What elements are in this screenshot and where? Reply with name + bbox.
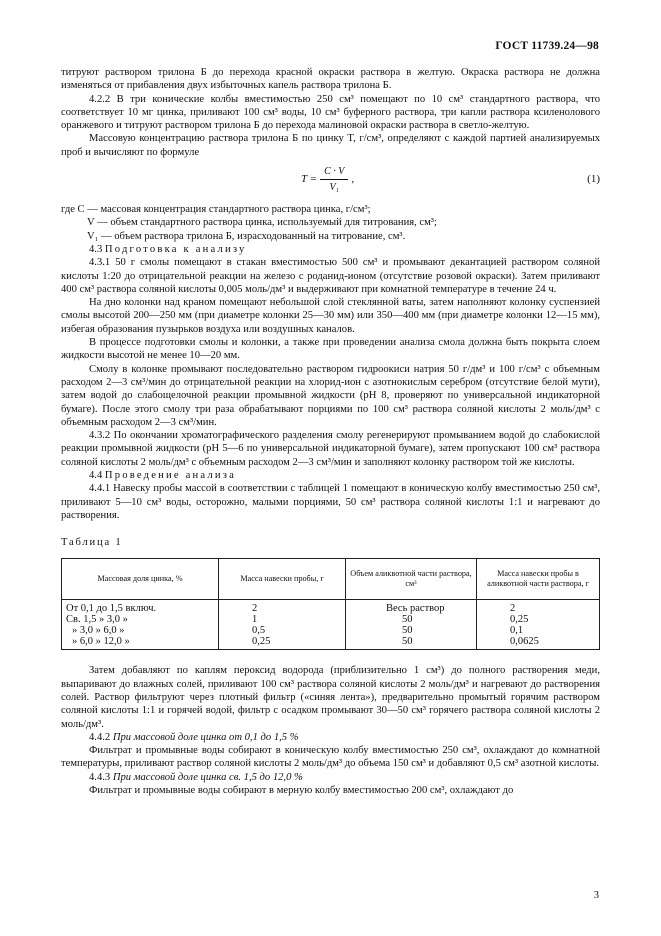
formula-number: (1) — [587, 173, 600, 186]
section-title: Проведение анализа — [104, 470, 237, 482]
table-row — [62, 599, 600, 614]
section-title: Подготовка к анализу — [104, 243, 247, 255]
table-cell: Св. 1,5 » 3,0 » — [62, 614, 219, 625]
paragraph: Смолу в колонке промывают последовательно раствором гидроокиси натрия 50 г/дм³ и 100 г/см³ с объемным расходом 2—3 см³/мин до отрицательной реакции на хлорид-ион с азотнокислым серебром (отсутствие белой мути), затем водой до слабощелочной реакции промывной жидкости (pH 8, проверяют по универсальной индикаторной бумаге). После этого смолу три раза обрабатывают порциями по 100 см³ раствора соляной кислоты 2 моль/дм³ с объемным расходом 2—3 см³/мин. — [61, 363, 600, 428]
paragraph: На дно колонки над краном помещают небольшой слой стеклянной ваты, затем наполняют колонку суспензией смолы высотой 200—250 мм (при диаметре колонки 25—30 мм) или 350—400 мм (при диаметре колонки 12—15 мм), избегая образования пузырьков воздуха или воздушных каналов. — [61, 297, 600, 335]
table-cell: 50 — [346, 614, 477, 625]
table-cell: » 6,0 » 12,0 » — [62, 636, 219, 650]
standard-header: ГОСТ 11739.24—98 — [495, 40, 599, 52]
table-cell: 0,5 — [219, 625, 346, 636]
section-heading-4-3 — [61, 243, 600, 256]
table-cell: 2 — [219, 599, 346, 614]
table-cell: » 3,0 » 6,0 » — [62, 625, 219, 636]
paragraph: Затем добавляют по каплям пероксид водорода (приблизительно 1 см³) до полного растворения меди, выпаривают до влажных солей, приливают 100 см³ раствора соляной кислоты 2 моль/дм³ и нагревают до растворения солей. Раствор фильтруют через плотный фильтр («синяя лента»), предварительно промытый горячим раствором соляной кислоты 1:1 и горячей водой, фильтр с осадком промывают 30—50 см³ горячего раствора соляной кислоты 2 моль/дм³. — [61, 665, 600, 730]
table-cell: 0,25 — [477, 614, 600, 625]
table-cell: 1 — [219, 614, 346, 625]
table-cell: 0,1 — [477, 625, 600, 636]
table-row — [62, 614, 600, 625]
formula-denominator: V₁ — [329, 182, 340, 194]
section-number: 4.3 — [89, 243, 103, 255]
paragraph: Фильтрат и промывные воды собирают в коническую колбу вместимостью 250 см³, охлаждают до комнатной температуры, приливают раствор соляной кислоты 2 моль/дм³ до объема 150 см³ и добавляют 0,5 см³ азотной кислоты. — [61, 745, 600, 770]
paragraph-4-3-2: 4.3.2 По окончании хроматографического разделения смолу регенерируют промыванием водой до слабокислой реакции промывной жидкости (pH 5—6 по универсальной индикаторной бумаге), затем пропускают 100 см³ раствора соляной кислоты 2 моль/дм³ с объемным расходом 2—3 см³/мин и заполняют колонку раствором той же кислоты. — [61, 430, 600, 468]
subsection-title: При массовой доле цинка св. 1,5 до 12,0 % — [112, 771, 303, 783]
paragraph-4-4-1: 4.4.1 Навеску пробы массой в соответствии с таблицей 1 помещают в коническую колбу вместимостью 250 см³, приливают 5—10 см³ воды, осторожно, малыми порциями, 50 см³ раствора соляной кислоты 1:1 и нагревают до растворения. — [61, 483, 600, 521]
page-number: 3 — [593, 890, 599, 901]
formula-1 — [61, 163, 600, 197]
formula-tail: , — [351, 173, 355, 186]
table-1 — [61, 558, 600, 651]
paragraph-4-3-1: 4.3.1 50 г смолы помещают в стакан вместимостью 500 см³ и промывают декантацией раствором соляной кислоты 1:20 до отрицательной реакции на железо с роданид-ионом (отсутствие розовой окраски). Затем приливают 400 см³ раствора соляной кислоты 0,005 моль/дм³ и выдерживают при комнатной температуре в течение 24 ч. — [61, 257, 600, 295]
table-cell: 50 — [346, 636, 477, 650]
subsection-heading-4-4-2 — [61, 731, 600, 744]
formula-fraction — [320, 165, 348, 195]
formula-lhs: T = — [301, 173, 318, 186]
table-cell: 50 — [346, 625, 477, 636]
subsection-number: 4.4.3 — [89, 771, 111, 783]
table-header-row — [62, 558, 600, 599]
paragraph: Фильтрат и промывные воды собирают в мерную колбу вместимостью 200 см³, охлаждают до — [89, 784, 514, 796]
table-row — [62, 636, 600, 650]
definition-v: V — объем стандартного раствора цинка, используемый для титрования, см³; — [87, 217, 437, 229]
table-cell: От 0,1 до 1,5 включ. — [62, 599, 219, 614]
definition-c: где C — массовая концентрация стандартного раствора цинка, г/см³; — [61, 204, 371, 216]
table-cell: 2 — [477, 599, 600, 614]
table-row — [62, 625, 600, 636]
subsection-number: 4.4.2 — [89, 731, 111, 743]
paragraph-4-2-2: 4.2.2 В три конические колбы вместимостью 250 см³ помещают по 10 см³ стандартного раствора, что соответствует 10 мг цинка, приливают 100 см³ воды, 10 см³ буферного раствора, три капли раствора ксиленолового оранжевого и титруют раствором трилона Б до перехода малиновой окраски раствора в светло-желтую. — [61, 93, 600, 132]
section-number: 4.4 — [89, 470, 103, 482]
subsection-title: При массовой доле цинка от 0,1 до 1,5 % — [112, 731, 299, 743]
paragraph: Массовую концентрацию раствора трилона Б по цинку T, г/см³, определяют с каждой партией анализируемых проб и вычисляют по формуле — [61, 133, 600, 158]
table-header-cell: Объем аликвотной части раствора, см³ — [346, 558, 477, 599]
table-cell: 0,0625 — [477, 636, 600, 650]
page-content — [61, 66, 600, 797]
table-header-cell: Масса навески пробы в аликвотной части раствора, г — [477, 558, 600, 599]
table-cell: Весь раствор — [346, 599, 477, 614]
paragraph: В процессе подготовки смолы и колонки, а также при проведении анализа смола должна быть покрыта слоем жидкости высотой не менее 10—20 мм. — [61, 337, 600, 362]
table-cell: 0,25 — [219, 636, 346, 650]
table-header-cell: Масса навески пробы, г — [219, 558, 346, 599]
table-caption: Таблица 1 — [61, 537, 123, 549]
section-heading-4-4 — [61, 469, 600, 482]
definition-v1: V₁ — объем раствора трилона Б, израсходованный на титрование, см³. — [87, 230, 406, 242]
subsection-heading-4-4-3 — [61, 771, 600, 784]
formula-numerator: C · V — [320, 165, 348, 180]
table-header-cell: Массовая доля цинка, % — [62, 558, 219, 599]
formula-definitions — [61, 203, 600, 243]
paragraph: титруют раствором трилона Б до перехода красной окраски раствора в желтую. Окраска раствора не должна изменяться от прибавления двух избыточных капель раствора трилона Б. — [61, 67, 600, 92]
